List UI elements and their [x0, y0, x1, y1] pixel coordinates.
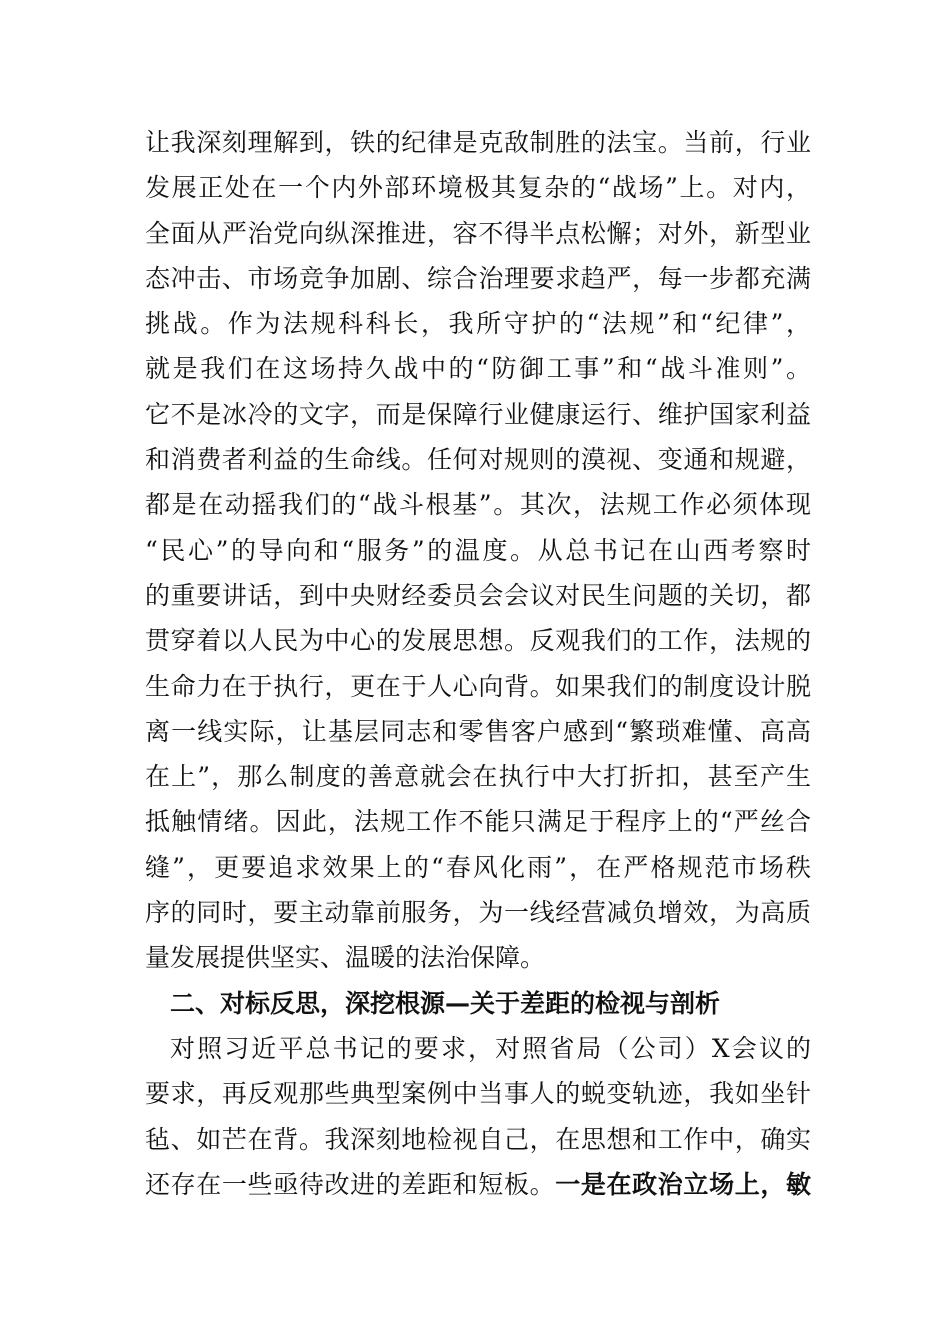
section-paragraph-text: 还存在一些亟待改进的差距和短板。 — [145, 1169, 556, 1199]
paragraph-line: 离一线实际，让基层同志和零售客户感到“繁琐难懂、高高 — [145, 716, 811, 746]
paragraph-line: 在上”，那么制度的善意就会在执行中大打折扣，甚至产生 — [145, 762, 811, 792]
section-paragraph-line: 要求，再反观那些典型案例中当事人的蜕变轨迹，我如坐针 — [145, 1079, 811, 1109]
point-one-lead: 一是在政治立场上，敏 — [555, 1169, 811, 1199]
section-paragraph-line-mixed — [145, 1162, 811, 1207]
section-paragraph-line: 对照习近平总书记的要求，对照省局（公司）X会议的 — [170, 1033, 811, 1063]
section-paragraph-line: 毡、如芒在背。我深刻地检视自己，在思想和工作中，确实 — [145, 1124, 811, 1154]
paragraph-line: 抵触情绪。因此，法规工作不能只满足于程序上的“严丝合 — [145, 807, 811, 837]
paragraph-line: 让我深刻理解到，铁的纪律是克敌制胜的法宝。当前，行业 — [145, 128, 811, 157]
section-heading: 二、对标反思，深挖根源—关于差距的检视与剖析 — [170, 988, 721, 1018]
paragraph-line: 缝”，更要追求效果上的“春风化雨”，在严格规范市场秩 — [145, 852, 811, 882]
paragraph-line: 挑战。作为法规科科长，我所守护的“法规”和“纪律”， — [145, 309, 812, 339]
paragraph-line: 就是我们在这场持久战中的“防御工事”和“战斗准则”。 — [145, 354, 811, 384]
paragraph-line: 发展正处在一个内外部环境极其复杂的“战场”上。对内， — [145, 173, 811, 203]
paragraph-line: 它不是冰冷的文字，而是保障行业健康运行、维护国家利益 — [145, 399, 811, 429]
paragraph-line: 全面从严治党向纵深推进，容不得半点松懈；对外，新型业 — [145, 218, 811, 248]
paragraph-line: 的重要讲话，到中央财经委员会会议对民生问题的关切，都 — [145, 580, 811, 610]
paragraph-line: 序的同时，要主动靠前服务，为一线经营减负增效，为高质 — [145, 898, 811, 928]
document-body — [145, 120, 811, 1207]
paragraph-line: 和消费者利益的生命线。任何对规则的漠视、变通和规避， — [145, 445, 811, 475]
paragraph-line: 态冲击、市场竞争加剧、综合治理要求趋严，每一步都充满 — [145, 263, 811, 293]
paragraph-line: “民心”的导向和“服务”的温度。从总书记在山西考察时 — [145, 535, 811, 565]
paragraph-line: 贯穿着以人民为中心的发展思想。反观我们的工作，法规的 — [145, 626, 811, 656]
paragraph-line: 生命力在于执行，更在于人心向背。如果我们的制度设计脱 — [145, 671, 811, 701]
paragraph-line: 量发展提供坚实、温暖的法治保障。 — [145, 943, 546, 973]
paragraph-line: 都是在动摇我们的“战斗根基”。其次，法规工作必须体现 — [145, 490, 811, 520]
